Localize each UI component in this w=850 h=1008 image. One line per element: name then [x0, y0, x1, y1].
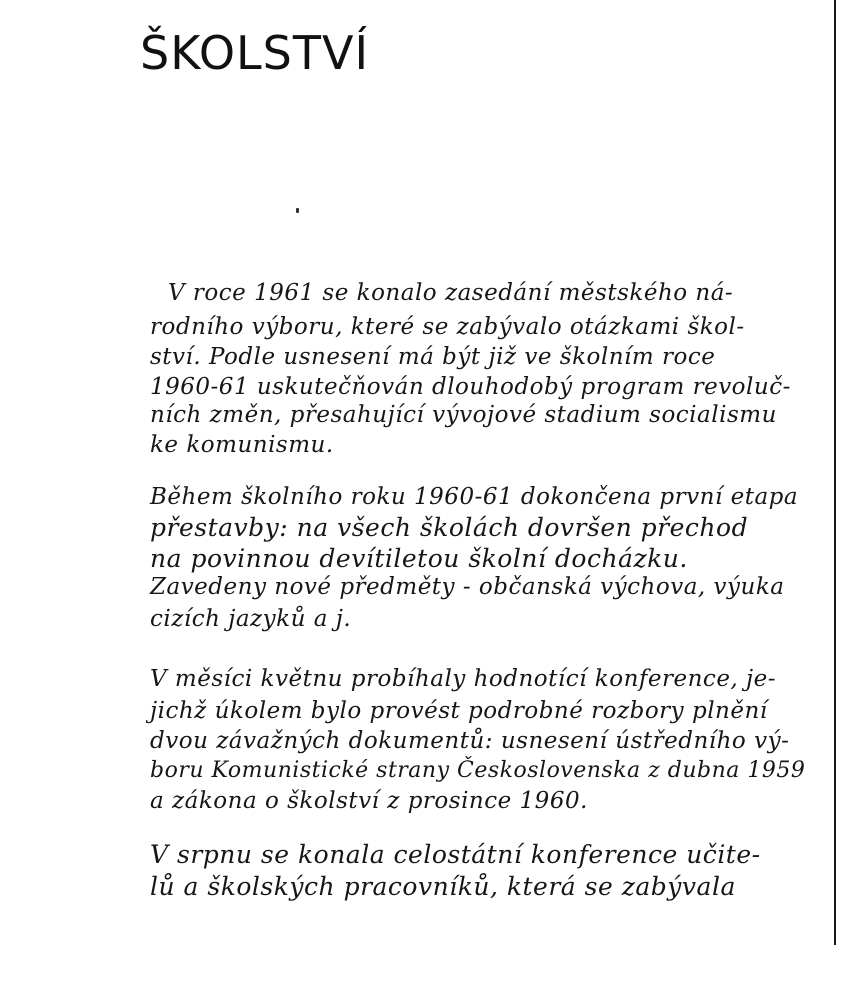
paragraph-3-line-5: a zákona o školství z prosince 1960.: [150, 788, 588, 814]
paragraph-2-line-4: Zavedeny nové předměty - občanská výchova, výuka: [150, 574, 785, 600]
paragraph-2-line-1: Během školního roku 1960-61 dokončena první etapa: [150, 484, 799, 510]
paragraph-1-line-4: 1960-61 uskutečňován dlouhodobý program revoluč-: [150, 374, 791, 400]
paragraph-1-line-5: ních změn, přesahující vývojové stadium socialismu: [150, 402, 777, 428]
page-edge-line: [834, 0, 836, 945]
paragraph-2-line-3: na povinnou devítiletou školní docházku.: [150, 544, 688, 573]
paragraph-3-line-4: boru Komunistické strany Československa z dubna 1959: [150, 758, 806, 783]
paragraph-3-line-2: jichž úkolem bylo provést podrobné rozbory plnění: [150, 698, 768, 724]
paragraph-1-line-3: ství. Podle usnesení má být již ve školním roce: [150, 344, 716, 370]
page-title: ŠKOLSTVÍ: [140, 26, 370, 80]
paragraph-2-line-2: přestavby: na všech školách dovršen přechod: [150, 513, 749, 542]
paragraph-3-line-3: dvou závažných dokumentů: usnesení ústředního vý-: [150, 728, 790, 754]
paragraph-3-line-1: V měsíci květnu probíhaly hodnotící konference, je-: [150, 666, 777, 692]
paragraph-2-line-5: cizích jazyků a j.: [150, 606, 352, 632]
paragraph-1-line-2: rodního výboru, které se zabývalo otázkami škol-: [150, 314, 745, 340]
paragraph-4-line-1: V srpnu se konala celostátní konference učite-: [150, 840, 761, 869]
paragraph-4-line-2: lů a školských pracovníků, která se zabývala: [150, 872, 736, 901]
ink-mark: [296, 208, 299, 213]
paragraph-1-line-6: ke komunismu.: [150, 432, 334, 458]
paragraph-1-line-1: V roce 1961 se konalo zasedání městského ná-: [168, 280, 734, 306]
